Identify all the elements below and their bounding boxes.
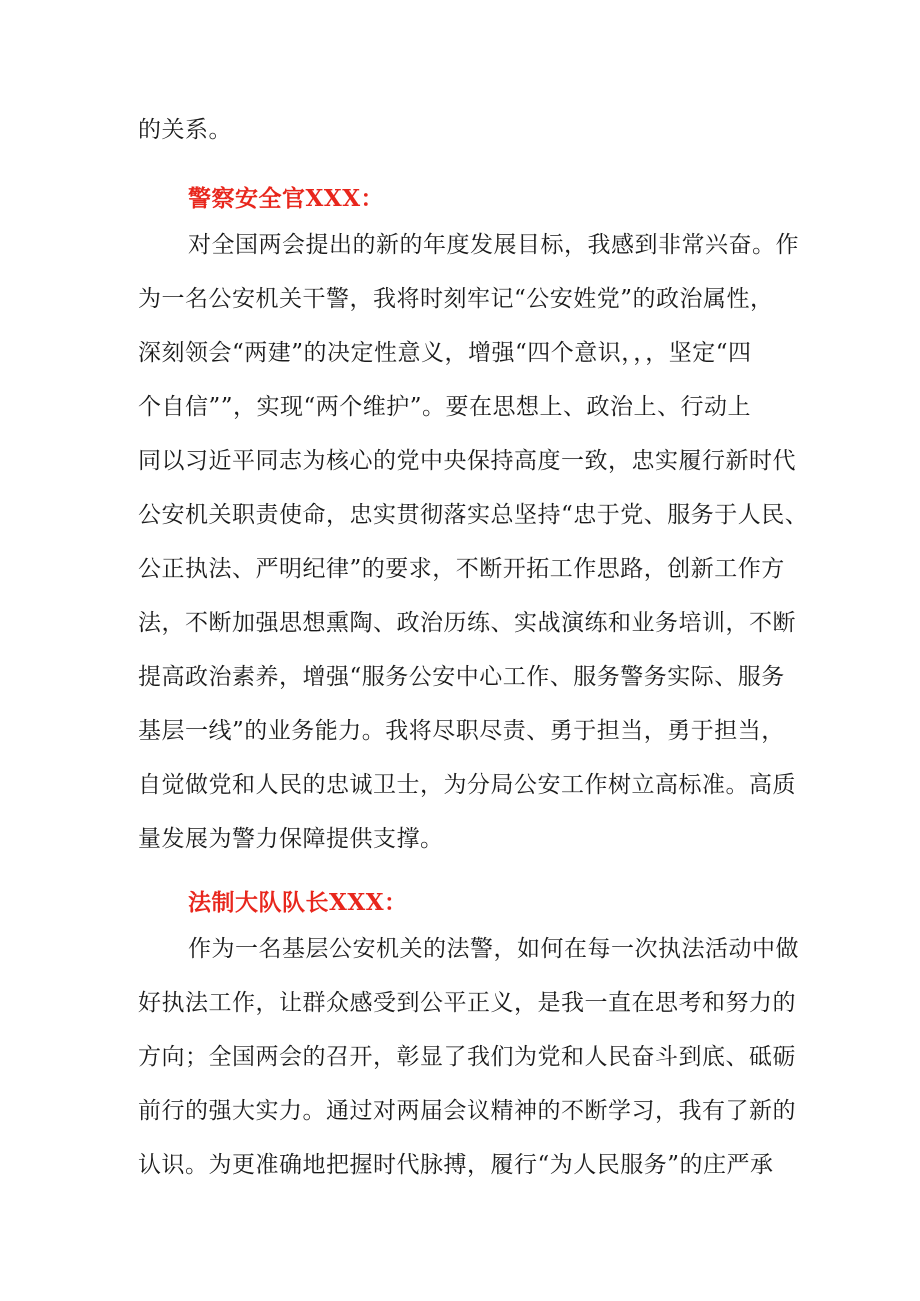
- paragraph-line: 认识。为更准确地把握时代脉搏，履行“为人民服务”的庄严承: [138, 1152, 774, 1178]
- paragraph-line: 好执法工作，让群众感受到公平正义，是我一直在思考和努力的: [138, 990, 796, 1016]
- paragraph-line: 提高政治素养，增强“服务公安中心工作、服务警务实际、服务: [138, 664, 785, 690]
- paragraph-line: 同以习近平同志为核心的党中央保持高度一致，忠实履行新时代: [138, 448, 796, 474]
- paragraph-line: 量发展为警力保障提供支撑。: [138, 826, 444, 852]
- section-heading-safety-officer: 警察安全官XXX：: [188, 185, 385, 212]
- paragraph-line: 公安机关职责使命，忠实贯彻落实总坚持“忠于党、服务于人民、: [138, 502, 809, 528]
- paragraph-line: 基层一线”的业务能力。我将尽职尽责、勇于担当，勇于担当，: [138, 718, 785, 744]
- paragraph-line: 作为一名基层公安机关的法警，如何在每一次执法活动中做: [188, 936, 799, 962]
- paragraph-line: 公正执法、严明纪律”的要求，不断开拓工作思路，创新工作方: [138, 556, 785, 582]
- intro-line: 的关系。: [138, 117, 232, 143]
- paragraph-line: 深刻领会“两建”的决定性意义，增强“四个意识，，，坚定“四: [138, 340, 752, 366]
- paragraph-line: 个自信””，实现“两个维护”。要在思想上、政治上、行动上: [138, 394, 752, 420]
- paragraph-line: 前行的强大实力。通过对两届会议精神的不断学习，我有了新的: [138, 1098, 796, 1124]
- paragraph-line: 对全国两会提出的新的年度发展目标，我感到非常兴奋。作: [188, 232, 799, 258]
- paragraph-line: 自觉做党和人民的忠诚卫士，为分局公安工作树立高标准。高质: [138, 772, 796, 798]
- section-heading-legal-brigade-captain: 法制大队队长XXX：: [188, 889, 408, 916]
- paragraph-line: 法，不断加强思想熏陶、政治历练、实战演练和业务培训，不断: [138, 610, 796, 636]
- paragraph-line: 为一名公安机关干警，我将时刻牢记“公安姓党”的政治属性，: [138, 286, 774, 312]
- paragraph-line: 方向；全国两会的召开，彰显了我们为党和人民奋斗到底、砥砺: [138, 1044, 796, 1070]
